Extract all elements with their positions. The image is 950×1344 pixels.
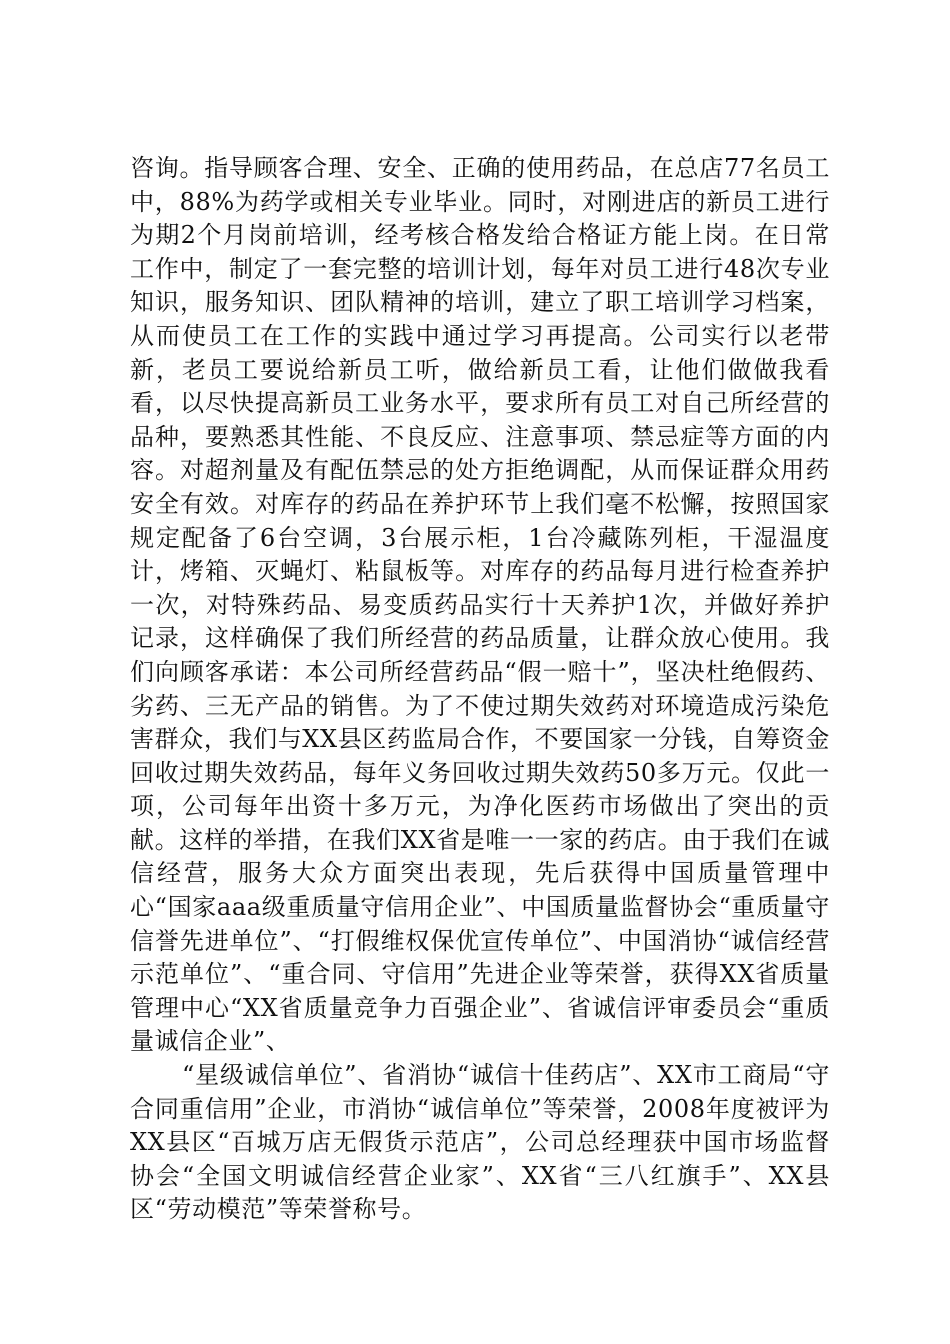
paragraph-2: “星级诚信单位”、省消协“诚信十佳药店”、XX市工商局“守合同重信用”企业，市消协“诚信单位”等荣誉，2008年度被评为XX县区“百城万店无假货示范店”，公司总经理获中国市场监督协会“全国文明诚信经营企业家”、XX省“三八红旗手”、XX县区“劳动模范”等荣誉称号。 — [130, 1061, 830, 1224]
document-body — [130, 152, 830, 1227]
paragraph-1: 咨询。指导顾客合理、安全、正确的使用药品，在总店77名员工中，88%为药学或相关专业毕业。同时，对刚进店的新员工进行为期2个月岗前培训，经考核合格发给合格证方能上岗。在日常工作中，制定了一套完整的培训计划，每年对员工进行48次专业知识，服务知识、团队精神的培训，建立了职工培训学习档案，从而使员工在工作的实践中通过学习再提高。公司实行以老带新，老员工要说给新员工听，做给新员工看，让他们做做我看看，以尽快提高新员工业务水平，要求所有员工对自己所经营的品种，要熟悉其性能、不良反应、注意事项、禁忌症等方面的内容。对超剂量及有配伍禁忌的处方拒绝调配，从而保证群众用药安全有效。对库存的药品在养护环节上我们毫不松懈，按照国家规定配备了6台空调，3台展示柜，1台冷藏陈列柜，干湿温度计，烤箱、灭蝇灯、粘鼠板等。对库存的药品每月进行检查养护一次，对特殊药品、易变质药品实行十天养护1次，并做好养护记录，这样确保了我们所经营的药品质量，让群众放心使用。我们向顾客承诺：本公司所经营药品“假一赔十”，坚决杜绝假药、劣药、三无产品的销售。为了不使过期失效药对环境造成污染危害群众，我们与XX县区药监局合作，不要国家一分钱，自筹资金回收过期失效药品，每年义务回收过期失效药50多万元。仅此一项，公司每年出资十多万元，为净化医药市场做出了突出的贡献。这样的举措，在我们XX省是唯一一家的药店。由于我们在诚信经营，服务大众方面突出表现，先后获得中国质量管理中心“国家aaa级重质量守信用企业”、中国质量监督协会“重质量守信誉先进单位”、“打假维权保优宣传单位”、中国消协“诚信经营示范单位”、“重合同、守信用”先进企业等荣誉，获得XX省质量管理中心“XX省质量竞争力百强企业”、省诚信评审委员会“重质量诚信企业”、 — [130, 154, 830, 1056]
